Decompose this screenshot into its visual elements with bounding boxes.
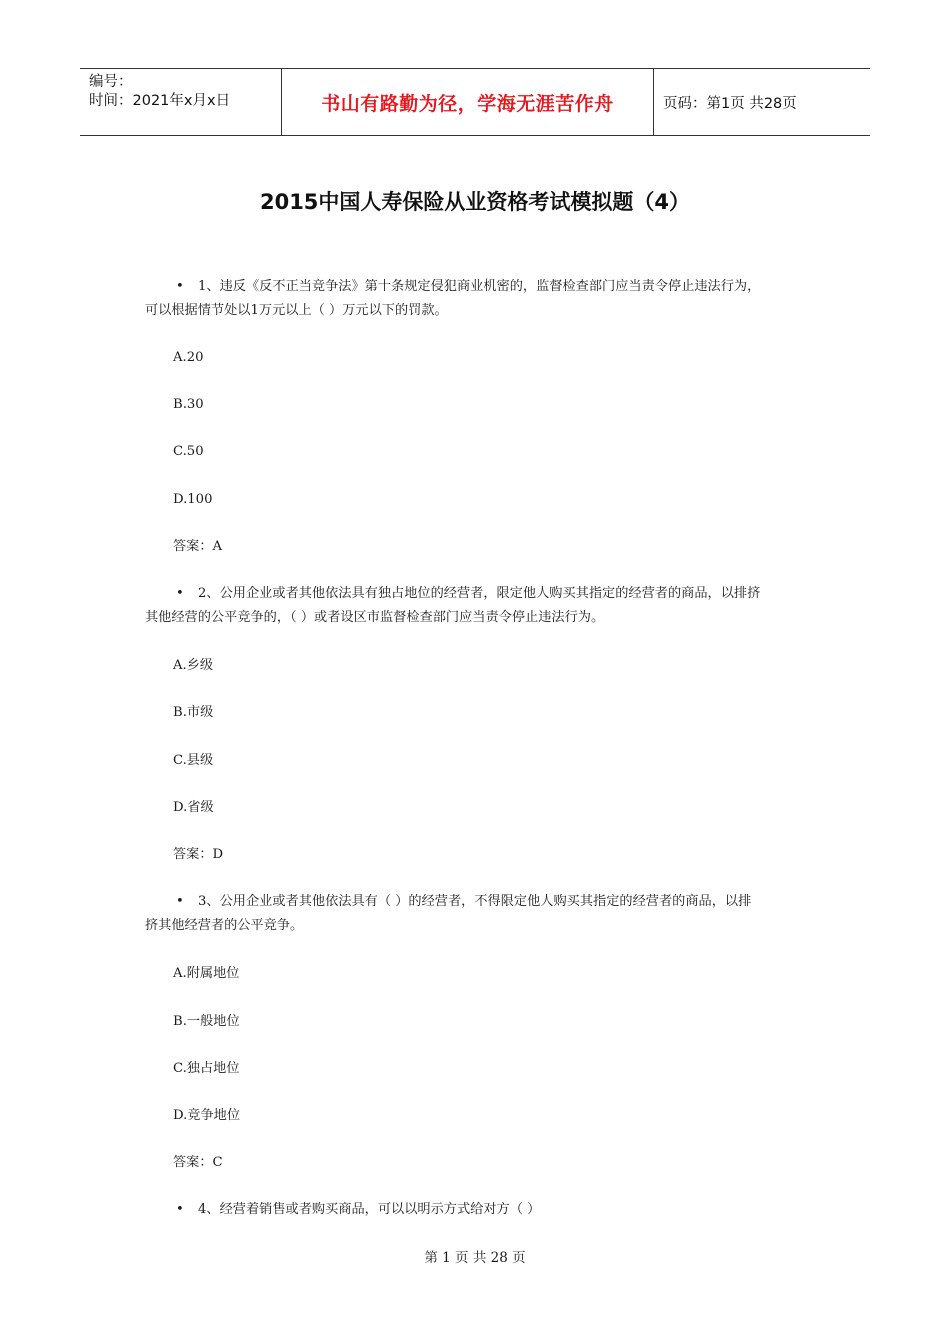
bullet: •	[176, 1202, 184, 1217]
question-1-text-2: 可以根据情节处以1万元以上（ ）万元以下的罚款。	[145, 303, 448, 318]
page-header	[80, 68, 870, 136]
question-2-option-c: C.县级	[173, 753, 214, 768]
document-title: 2015中国人寿保险从业资格考试模拟题（4）	[259, 190, 691, 214]
question-3-option-d: D.竞争地位	[173, 1108, 241, 1123]
page-footer: 第 1 页 共 28 页	[424, 1250, 526, 1266]
question-2-option-b: B.市级	[173, 705, 214, 720]
time-label: 时间：2021年x月x日	[89, 93, 231, 109]
question-2-answer: 答案：D	[173, 847, 224, 862]
bullet: •	[176, 279, 184, 294]
question-3-option-b: B.一般地位	[173, 1014, 240, 1029]
bullet: •	[176, 586, 184, 601]
question-3-option-a: A.附属地位	[173, 966, 240, 981]
question-4-line-1	[145, 1198, 810, 1222]
question-2-option-a: A.乡级	[173, 658, 214, 673]
question-1-option-d: D.100	[173, 492, 213, 507]
question-3-text-1: 3、公用企业或者其他依法具有（ ）的经营者，不得限定他人购买其指定的经营者的商品，以排	[198, 894, 752, 909]
bullet: •	[176, 894, 184, 909]
question-3-option-c: C.独占地位	[173, 1061, 240, 1076]
header-page-label: 页码：第1页 共28页	[663, 95, 797, 112]
question-4-text-1: 4、经营着销售或者购买商品，可以以明示方式给对方（ ）	[198, 1202, 541, 1217]
question-2-option-d: D.省级	[173, 800, 214, 815]
question-1-option-c: C.50	[173, 444, 204, 459]
question-1-line-1	[145, 275, 810, 299]
question-2-line-1	[145, 582, 810, 606]
question-2-text-1: 2、公用企业或者其他依法具有独占地位的经营者，限定他人购买其指定的经营者的商品，以排挤	[198, 586, 761, 601]
question-3-answer: 答案：C	[173, 1155, 223, 1170]
header-meta	[80, 69, 281, 135]
question-3-text-2: 挤其他经营者的公平竞争。	[145, 918, 304, 933]
question-1-answer: 答案：A	[173, 539, 223, 554]
question-1-option-a: A.20	[173, 350, 204, 365]
question-2-text-2: 其他经营的公平竞争的，（ ）或者设区市监督检查部门应当责令停止违法行为。	[145, 610, 605, 625]
header-motto: 书山有路勤为径，学海无涯苦作舟	[281, 69, 654, 135]
number-label: 编号：	[89, 74, 133, 90]
question-1-option-b: B.30	[173, 397, 204, 412]
question-1-text-1: 1、违反《反不正当竞争法》第十条规定侵犯商业机密的，监督检查部门应当责令停止违法行为，	[198, 279, 761, 294]
question-3-line-1	[145, 890, 810, 914]
